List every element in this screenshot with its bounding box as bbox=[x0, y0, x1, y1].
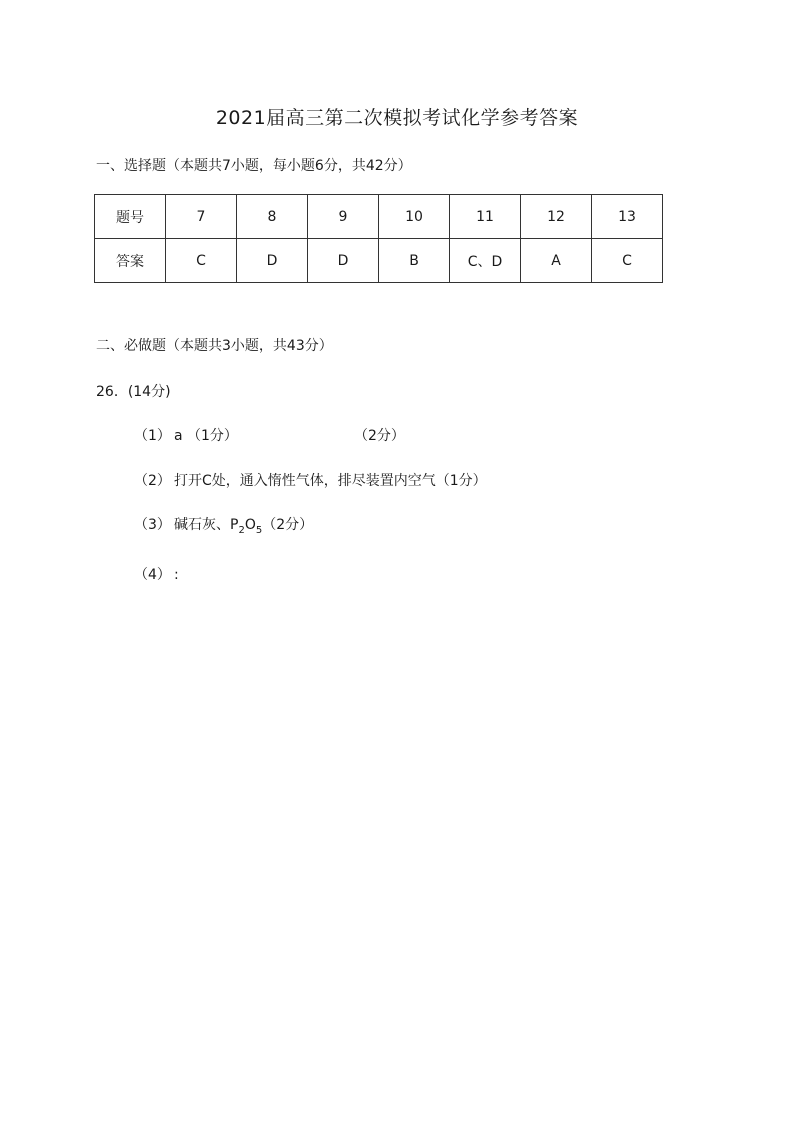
answer-cell: D bbox=[308, 239, 379, 283]
sub-answer-1 bbox=[134, 425, 238, 445]
sub-text-before: 碱石灰、P bbox=[174, 517, 239, 533]
row-label-number: 题号 bbox=[95, 195, 166, 239]
question-number-cell: 7 bbox=[166, 195, 237, 239]
page-title: 2021届高三第二次模拟考试化学参考答案 bbox=[215, 107, 579, 129]
sub-text-mid: O bbox=[244, 517, 256, 533]
row-label-answer: 答案 bbox=[95, 239, 166, 283]
answer-cell: D bbox=[237, 239, 308, 283]
question-number-cell: 9 bbox=[308, 195, 379, 239]
section-heading-choice: 一、选择题（本题共7小题，每小题6分，共42分） bbox=[96, 158, 412, 174]
question-number-cell: 13 bbox=[592, 195, 663, 239]
answer-cell: B bbox=[379, 239, 450, 283]
sub-number: （2） bbox=[134, 473, 171, 489]
subscript: 2 bbox=[238, 524, 245, 536]
question-number-cell: 11 bbox=[450, 195, 521, 239]
table-row bbox=[95, 239, 663, 283]
sub-answer-2 bbox=[134, 470, 487, 490]
answer-table bbox=[94, 194, 663, 283]
sub-number: （4） bbox=[134, 567, 171, 583]
sub-number: （1） bbox=[134, 428, 171, 444]
sub-answer-3 bbox=[134, 514, 313, 536]
sub-text: a （1分） bbox=[174, 428, 238, 444]
sub-text: 打开C处，通入惰性气体，排尽装置内空气（1分） bbox=[174, 473, 487, 489]
sub-answer-1-extra: （2分） bbox=[354, 428, 405, 444]
sub-text: : bbox=[174, 567, 179, 583]
answer-cell: A bbox=[521, 239, 592, 283]
table-row bbox=[95, 195, 663, 239]
sub-text-after: （2分） bbox=[262, 517, 314, 533]
question-number-cell: 10 bbox=[379, 195, 450, 239]
answer-cell: C、D bbox=[450, 239, 521, 283]
sub-number: （3） bbox=[134, 517, 171, 533]
question-number-cell: 8 bbox=[237, 195, 308, 239]
question-26-heading: 26．(14分) bbox=[96, 384, 171, 400]
subscript: 5 bbox=[255, 524, 263, 536]
answer-cell: C bbox=[592, 239, 663, 283]
section-heading-required: 二、必做题（本题共3小题，共43分） bbox=[96, 338, 333, 354]
question-number-cell: 12 bbox=[521, 195, 592, 239]
sub-answer-4 bbox=[134, 564, 179, 584]
answer-cell: C bbox=[166, 239, 237, 283]
